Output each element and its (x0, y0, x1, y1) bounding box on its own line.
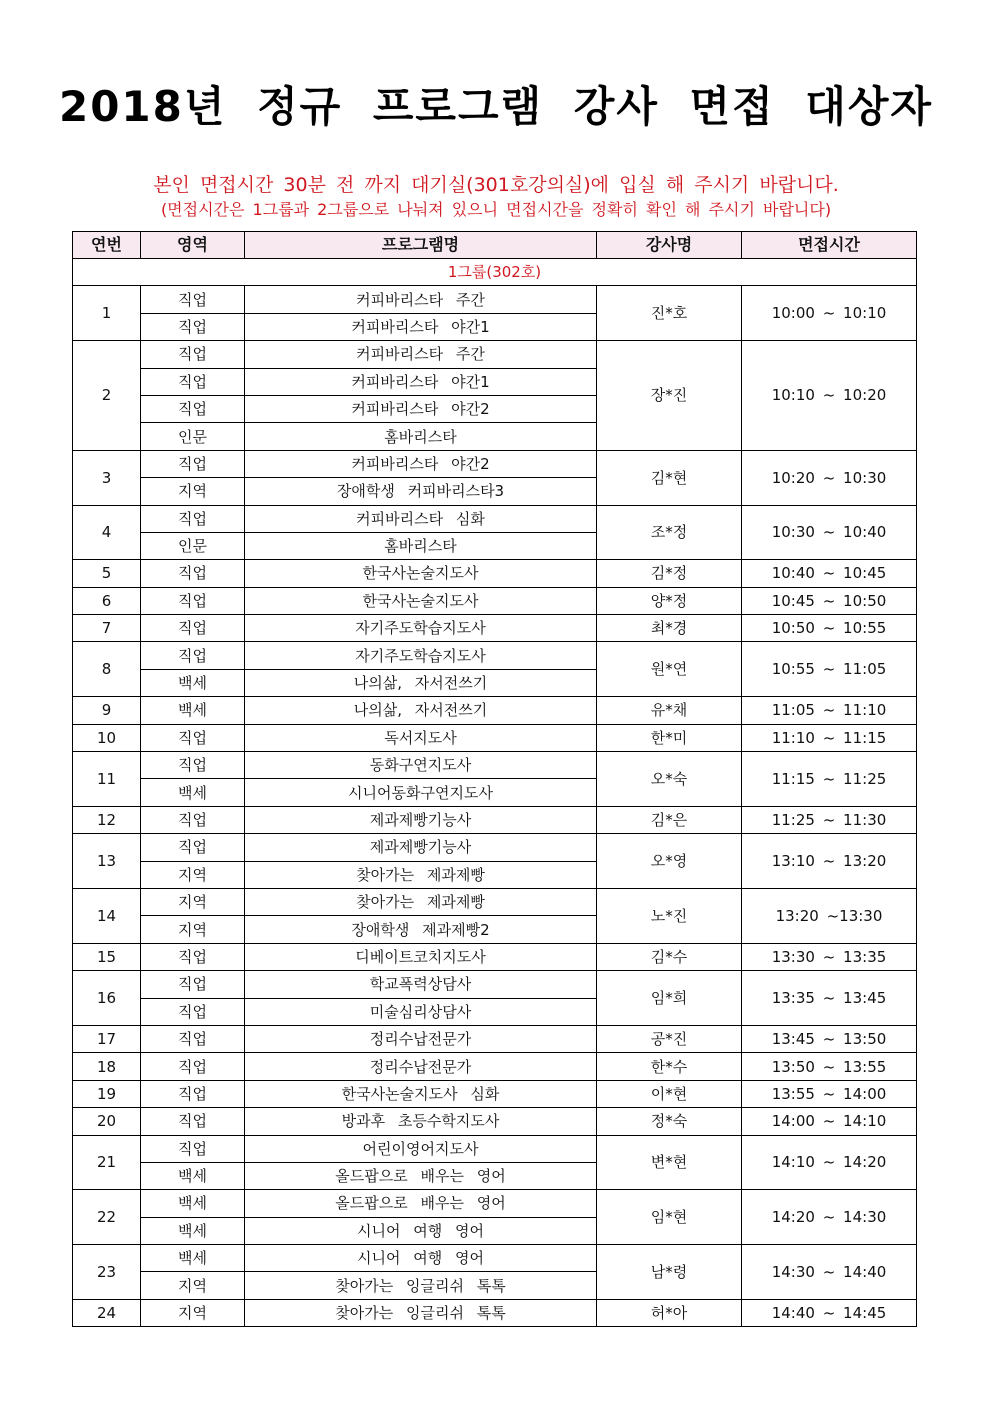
entry-number: 16 (73, 971, 141, 1026)
interview-time: 14:40 ~ 14:45 (742, 1299, 917, 1326)
program-name: 커피바리스타 주간 (245, 341, 597, 368)
program-name: 장애학생 제과제빵2 (245, 916, 597, 943)
program-name: 커피바리스타 야간1 (245, 313, 597, 340)
entry-number: 6 (73, 587, 141, 614)
program-name: 제과제빵기능사 (245, 806, 597, 833)
interview-schedule-table (72, 231, 917, 1327)
program-name: 시니어동화구연지도사 (245, 779, 597, 806)
instructor-name: 이*현 (597, 1080, 742, 1107)
program-area: 백세 (141, 1245, 245, 1272)
instructor-name: 한*수 (597, 1053, 742, 1080)
program-area: 직업 (141, 1108, 245, 1135)
group-label: 1그룹(302호) (73, 259, 917, 286)
instructor-name: 김*정 (597, 560, 742, 587)
entry-number: 21 (73, 1135, 141, 1190)
entry-number: 15 (73, 943, 141, 970)
instructor-name: 진*호 (597, 286, 742, 341)
entry-number: 22 (73, 1190, 141, 1245)
program-area: 직업 (141, 943, 245, 970)
entry-number: 5 (73, 560, 141, 587)
instructor-name: 남*령 (597, 1245, 742, 1300)
program-area: 직업 (141, 368, 245, 395)
entry-number: 12 (73, 806, 141, 833)
instructor-name: 오*영 (597, 834, 742, 889)
instructor-name: 최*경 (597, 615, 742, 642)
table-row (73, 888, 917, 915)
program-name: 방과후 초등수학지도사 (245, 1108, 597, 1135)
instructor-name: 조*정 (597, 505, 742, 560)
entry-number: 2 (73, 341, 141, 451)
entry-number: 19 (73, 1080, 141, 1107)
group-row (73, 259, 917, 286)
program-name: 커피바리스타 야간2 (245, 395, 597, 422)
table-row (73, 587, 917, 614)
program-name: 어린이영어지도사 (245, 1135, 597, 1162)
program-name: 나의삶, 자서전쓰기 (245, 669, 597, 696)
program-area: 직업 (141, 1080, 245, 1107)
table-row (73, 752, 917, 779)
program-area: 직업 (141, 1053, 245, 1080)
program-area: 직업 (141, 560, 245, 587)
table-row (73, 697, 917, 724)
interview-time: 14:30 ~ 14:40 (742, 1245, 917, 1300)
table-row (73, 1108, 917, 1135)
table-row (73, 505, 917, 532)
interview-time: 10:10 ~ 10:20 (742, 341, 917, 451)
entry-number: 17 (73, 1025, 141, 1052)
interview-time: 11:15 ~ 11:25 (742, 752, 917, 807)
instructor-name: 변*현 (597, 1135, 742, 1190)
interview-time: 10:30 ~ 10:40 (742, 505, 917, 560)
interview-time: 13:35 ~ 13:45 (742, 971, 917, 1026)
program-area: 백세 (141, 697, 245, 724)
program-name: 올드팝으로 배우는 영어 (245, 1162, 597, 1189)
program-area: 직업 (141, 341, 245, 368)
header-area: 영역 (141, 232, 245, 259)
program-area: 인문 (141, 532, 245, 559)
interview-time: 13:55 ~ 14:00 (742, 1080, 917, 1107)
interview-time: 10:40 ~ 10:45 (742, 560, 917, 587)
program-name: 커피바리스타 심화 (245, 505, 597, 532)
interview-time: 11:25 ~ 11:30 (742, 806, 917, 833)
interview-time: 10:55 ~ 11:05 (742, 642, 917, 697)
program-name: 찾아가는 잉글리쉬 톡톡 (245, 1272, 597, 1299)
interview-time: 14:00 ~ 14:10 (742, 1108, 917, 1135)
program-area: 백세 (141, 669, 245, 696)
program-area: 직업 (141, 642, 245, 669)
interview-time: 10:00 ~ 10:10 (742, 286, 917, 341)
program-area: 지역 (141, 916, 245, 943)
interview-time: 11:10 ~ 11:15 (742, 724, 917, 751)
table-row (73, 615, 917, 642)
program-area: 지역 (141, 1272, 245, 1299)
instructor-name: 김*수 (597, 943, 742, 970)
table-row (73, 642, 917, 669)
program-name: 커피바리스타 야간2 (245, 450, 597, 477)
entry-number: 20 (73, 1108, 141, 1135)
program-name: 장애학생 커피바리스타3 (245, 478, 597, 505)
program-area: 직업 (141, 505, 245, 532)
program-name: 커피바리스타 주간 (245, 286, 597, 313)
instructor-name: 장*진 (597, 341, 742, 451)
program-name: 한국사논술지도사 심화 (245, 1080, 597, 1107)
entry-number: 7 (73, 615, 141, 642)
interview-time: 14:20 ~ 14:30 (742, 1190, 917, 1245)
program-name: 미술심리상담사 (245, 998, 597, 1025)
table-row (73, 1053, 917, 1080)
interview-time: 10:50 ~ 10:55 (742, 615, 917, 642)
program-name: 정리수납전문가 (245, 1053, 597, 1080)
instructor-name: 노*진 (597, 888, 742, 943)
program-name: 디베이트코치지도사 (245, 943, 597, 970)
program-name: 찾아가는 제과제빵 (245, 861, 597, 888)
instructor-name: 원*연 (597, 642, 742, 697)
program-area: 직업 (141, 806, 245, 833)
table-row (73, 1135, 917, 1162)
entry-number: 8 (73, 642, 141, 697)
table-row (73, 1245, 917, 1272)
table-row (73, 834, 917, 861)
interview-time: 11:05 ~ 11:10 (742, 697, 917, 724)
instructor-name: 공*진 (597, 1025, 742, 1052)
program-area: 직업 (141, 587, 245, 614)
entry-number: 3 (73, 450, 141, 505)
program-name: 시니어 여행 영어 (245, 1245, 597, 1272)
interview-time: 10:45 ~ 10:50 (742, 587, 917, 614)
program-name: 커피바리스타 야간1 (245, 368, 597, 395)
program-area: 직업 (141, 395, 245, 422)
program-name: 독서지도사 (245, 724, 597, 751)
entry-number: 13 (73, 834, 141, 889)
program-area: 백세 (141, 779, 245, 806)
program-name: 올드팝으로 배우는 영어 (245, 1190, 597, 1217)
program-name: 학교폭력상담사 (245, 971, 597, 998)
interview-time: 13:45 ~ 13:50 (742, 1025, 917, 1052)
program-area: 지역 (141, 478, 245, 505)
program-name: 동화구연지도사 (245, 752, 597, 779)
table-row (73, 806, 917, 833)
table-row (73, 1190, 917, 1217)
entry-number: 1 (73, 286, 141, 341)
program-name: 한국사논술지도사 (245, 560, 597, 587)
entry-number: 18 (73, 1053, 141, 1080)
table-row (73, 724, 917, 751)
entry-number: 9 (73, 697, 141, 724)
entry-number: 23 (73, 1245, 141, 1300)
instructor-name: 오*숙 (597, 752, 742, 807)
notice-line-2: (면접시간은 1그룹과 2그룹으로 나눠져 있으니 면접시간을 정확히 확인 해 주시기 바랍니다) (160, 200, 832, 219)
table-row (73, 450, 917, 477)
program-name: 시니어 여행 영어 (245, 1217, 597, 1244)
program-area: 지역 (141, 1299, 245, 1326)
program-area: 직업 (141, 615, 245, 642)
table-row (73, 1299, 917, 1326)
header-no: 연번 (73, 232, 141, 259)
program-area: 백세 (141, 1190, 245, 1217)
program-area: 직업 (141, 1025, 245, 1052)
program-area: 지역 (141, 861, 245, 888)
program-name: 찾아가는 잉글리쉬 톡톡 (245, 1299, 597, 1326)
entry-number: 24 (73, 1299, 141, 1326)
program-area: 직업 (141, 1135, 245, 1162)
header-instructor: 강사명 (597, 232, 742, 259)
table-row (73, 943, 917, 970)
instructor-name: 임*희 (597, 971, 742, 1026)
notice-line-1: 본인 면접시간 30분 전 까지 대기실(301호강의실)에 입실 해 주시기 바랍니다. (153, 174, 839, 196)
instructor-name: 한*미 (597, 724, 742, 751)
program-area: 직업 (141, 752, 245, 779)
program-name: 홈바리스타 (245, 423, 597, 450)
program-name: 찾아가는 제과제빵 (245, 888, 597, 915)
header-time: 면접시간 (742, 232, 917, 259)
interview-time: 13:50 ~ 13:55 (742, 1053, 917, 1080)
entry-number: 10 (73, 724, 141, 751)
instructor-name: 양*정 (597, 587, 742, 614)
entry-number: 14 (73, 888, 141, 943)
instructor-name: 정*숙 (597, 1108, 742, 1135)
table-row (73, 341, 917, 368)
entry-number: 4 (73, 505, 141, 560)
interview-time: 14:10 ~ 14:20 (742, 1135, 917, 1190)
program-area: 지역 (141, 888, 245, 915)
program-name: 한국사논술지도사 (245, 587, 597, 614)
instructor-name: 허*아 (597, 1299, 742, 1326)
program-area: 직업 (141, 450, 245, 477)
table-row (73, 1025, 917, 1052)
table-header-row (73, 232, 917, 259)
program-area: 백세 (141, 1217, 245, 1244)
interview-time: 10:20 ~ 10:30 (742, 450, 917, 505)
interview-time: 13:20 ~13:30 (742, 888, 917, 943)
table-row (73, 286, 917, 313)
program-area: 직업 (141, 998, 245, 1025)
instructor-name: 임*현 (597, 1190, 742, 1245)
program-area: 백세 (141, 1162, 245, 1189)
program-name: 정리수납전문가 (245, 1025, 597, 1052)
program-name: 홈바리스타 (245, 532, 597, 559)
program-area: 인문 (141, 423, 245, 450)
table-row (73, 1080, 917, 1107)
entry-number: 11 (73, 752, 141, 807)
header-program: 프로그램명 (245, 232, 597, 259)
program-area: 직업 (141, 313, 245, 340)
table-row (73, 560, 917, 587)
program-area: 직업 (141, 971, 245, 998)
instructor-name: 유*채 (597, 697, 742, 724)
program-name: 자기주도학습지도사 (245, 615, 597, 642)
interview-time: 13:10 ~ 13:20 (742, 834, 917, 889)
instructor-name: 김*은 (597, 806, 742, 833)
page-title: 2018년 정규 프로그램 강사 면접 대상자 (58, 82, 933, 131)
interview-time: 13:30 ~ 13:35 (742, 943, 917, 970)
program-area: 직업 (141, 724, 245, 751)
program-name: 자기주도학습지도사 (245, 642, 597, 669)
instructor-name: 김*현 (597, 450, 742, 505)
program-name: 제과제빵기능사 (245, 834, 597, 861)
program-area: 직업 (141, 834, 245, 861)
table-row (73, 971, 917, 998)
program-area: 직업 (141, 286, 245, 313)
program-name: 나의삶, 자서전쓰기 (245, 697, 597, 724)
